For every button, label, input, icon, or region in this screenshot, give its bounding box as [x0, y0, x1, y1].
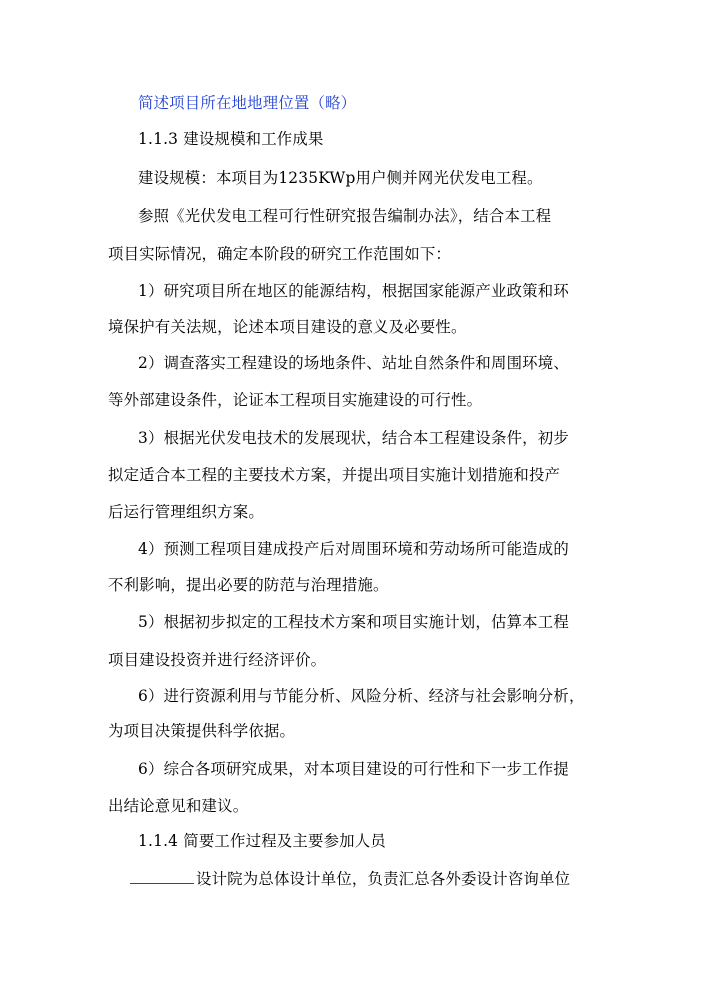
section-heading-1-1-3: 1.1.3 建设规模和工作成果 — [138, 130, 324, 148]
item-2-line-1: 2）调查落实工程建设的场地条件、站址自然条件和周围环境、 — [138, 354, 569, 372]
item-4-line-1: 4）预测工程项目建成投产后对周围环境和劳动场所可能造成的 — [138, 540, 569, 558]
item-5-line-1: 5）根据初步拟定的工程技术方案和项目实施计划，估算本工程 — [138, 613, 569, 631]
paragraph-reference-line-1: 参照《光伏发电工程可行性研究报告编制办法》，结合本工程 — [138, 207, 552, 225]
item-6-line-1: 6）进行资源利用与节能分析、风险分析、经济与社会影响分析， — [138, 687, 585, 705]
item-5-line-2: 项目建设投资并进行经济评价。 — [108, 651, 327, 669]
paragraph-reference-line-2: 项目实际情况，确定本阶段的研究工作范围如下： — [108, 245, 451, 263]
item-2-line-2: 等外部建设条件，论证本工程项目实施建设的可行性。 — [108, 391, 483, 409]
item-3-line-3: 后运行管理组织方案。 — [108, 503, 264, 521]
item-4-line-2: 不利影响，提出必要的防范与治理措施。 — [108, 576, 389, 594]
item-3-line-1: 3）根据光伏发电技术的发展现状，结合本工程建设条件，初步 — [138, 429, 569, 447]
paragraph-design-institute-text: 设计院为总体设计单位，负责汇总各外委设计咨询单位 — [196, 870, 571, 888]
subsection-heading-location[interactable]: 简述项目所在地地理位置（略） — [138, 94, 357, 112]
blank-underline-field[interactable] — [130, 869, 194, 884]
item-6-line-2: 为项目决策提供科学依据。 — [108, 722, 296, 740]
paragraph-design-institute — [130, 869, 570, 889]
item-6b-line-1: 6）综合各项研究成果，对本项目建设的可行性和下一步工作提 — [138, 760, 569, 778]
item-1-line-2: 境保护有关法规，论述本项目建设的意义及必要性。 — [108, 318, 467, 336]
paragraph-scale: 建设规模：本项目为1235KWp用户侧并网光伏发电工程。 — [138, 169, 543, 187]
section-heading-1-1-4: 1.1.4 简要工作过程及主要参加人员 — [138, 832, 386, 850]
item-1-line-1: 1）研究项目所在地区的能源结构，根据国家能源产业政策和环 — [138, 282, 569, 300]
item-3-line-2: 拟定适合本工程的主要技术方案，并提出项目实施计划措施和投产 — [108, 466, 561, 484]
item-6b-line-2: 出结论意见和建议。 — [108, 797, 249, 815]
